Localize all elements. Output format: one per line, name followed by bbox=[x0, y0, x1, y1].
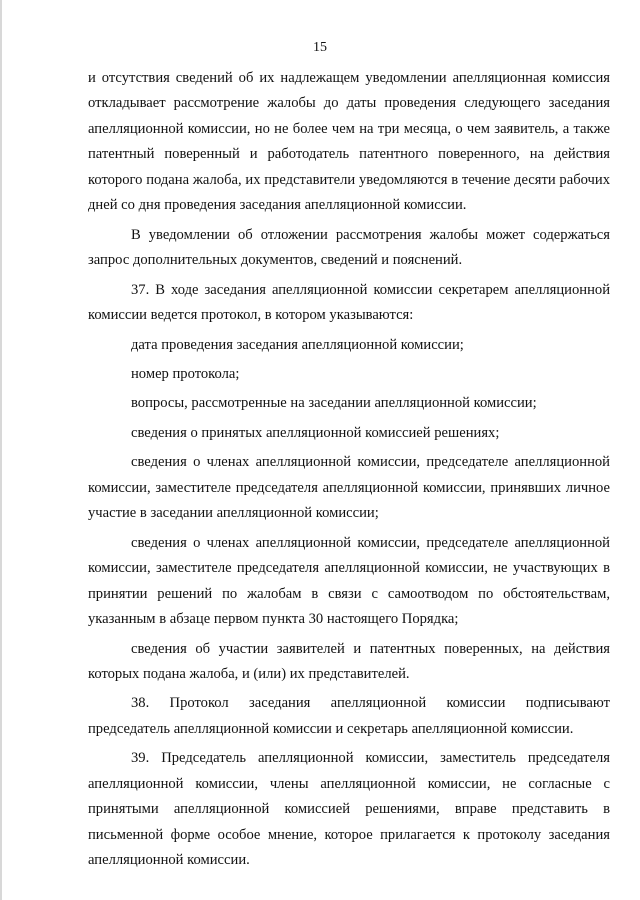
paragraph: 39. Председатель апелляционной комиссии, заместитель председателя апелляционной комиссии, члены апелляционной комиссии, не согласные с принятыми апелляционной комиссией решениями, вправе представить в письменной форме особое мнение, которое прилагается к протоколу заседания апелляционной комиссии. bbox=[88, 750, 610, 869]
paragraph: сведения об участии заявителей и патентных поверенных, на действия которых подана жалоба, и (или) их представителей. bbox=[88, 640, 610, 682]
paragraph: 38. Протокол заседания апелляционной комиссии подписывают председатель апелляционной комиссии и секретарь апелляционной комиссии. bbox=[88, 695, 610, 737]
page-number: 15 bbox=[313, 40, 327, 55]
paragraph: сведения о принятых апелляционной комиссией решениях; bbox=[131, 424, 500, 441]
paragraph: сведения о членах апелляционной комиссии, председателе апелляционной комиссии, заместителе председателя апелляционной комиссии, принявших личное участие в заседании апелляционной комиссии; bbox=[88, 454, 610, 522]
document-body bbox=[88, 66, 610, 878]
paragraph: номер протокола; bbox=[131, 365, 240, 382]
scan-edge bbox=[0, 0, 2, 900]
paragraph: дата проведения заседания апелляционной комиссии; bbox=[131, 336, 464, 353]
paragraph: сведения о членах апелляционной комиссии, председателе апелляционной комиссии, заместителе председателя апелляционной комиссии, не участвующих в принятии решений по жалобам в связи с самоотводом по обстоятельствам, указанным в абзаце первом пункта 30 настоящего Порядка; bbox=[88, 534, 610, 628]
paragraph: 37. В ходе заседания апелляционной комиссии секретарем апелляционной комиссии ведется протокол, в котором указываются: bbox=[88, 281, 610, 324]
paragraph: и отсутствия сведений об их надлежащем уведомлении апелляционная комиссия откладывает рассмотрение жалобы до даты проведения следующего заседания апелляционной комиссии, но не более чем на три месяца, о чем заявитель, а также патентный поверенный и работодатель патентного поверенного, на действия которого подана жалоба, их представители уведомляются в течение десяти рабочих дней со дня проведения заседания апелляционной комиссии. bbox=[88, 70, 610, 214]
paragraph: В уведомлении об отложении рассмотрения жалобы может содержаться запрос дополнительных документов, сведений и пояснений. bbox=[88, 226, 610, 269]
paragraph: вопросы, рассмотренные на заседании апелляционной комиссии; bbox=[131, 395, 537, 412]
